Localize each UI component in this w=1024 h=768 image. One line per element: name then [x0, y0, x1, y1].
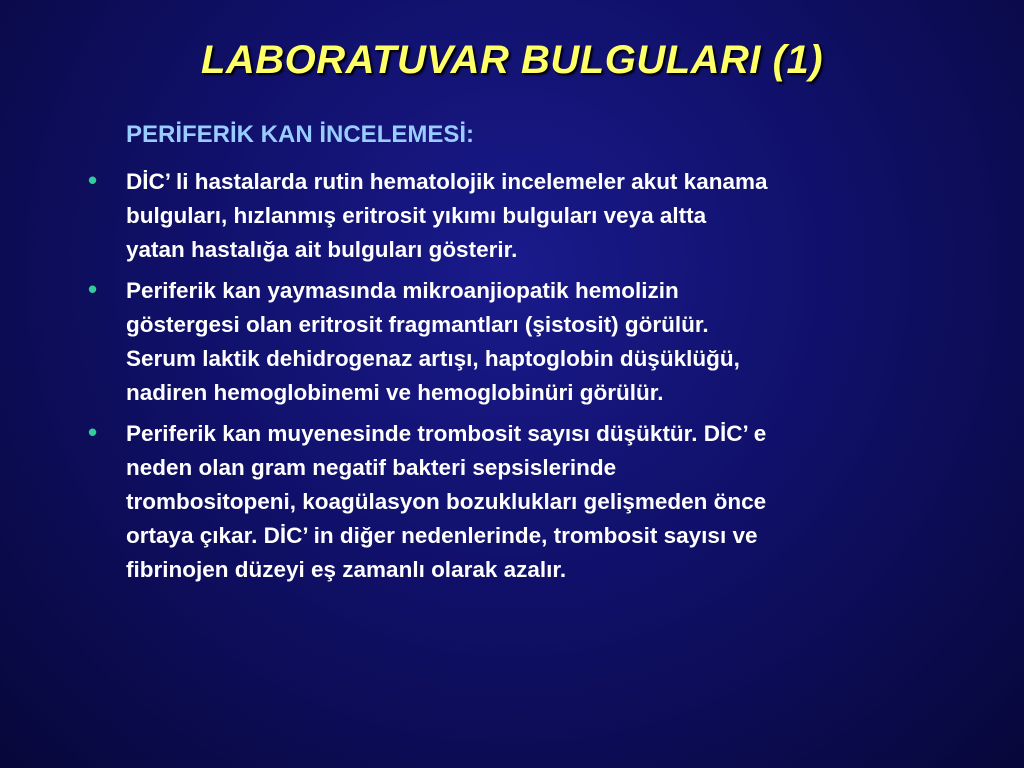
bullet-item	[88, 274, 968, 410]
bullet-item	[88, 417, 968, 587]
bullet-dot-icon: •	[88, 165, 98, 195]
bullet-list	[88, 165, 968, 594]
bullet-text-line: bulguları, hızlanmış eritrosit yıkımı bulguları veya altta	[126, 203, 707, 228]
bullet-dot-icon: •	[88, 417, 98, 447]
bullet-text-line: yatan hastalığa ait bulguları gösterir.	[126, 237, 518, 262]
bullet-text-line: trombositopeni, koagülasyon bozuklukları gelişmeden önce	[126, 489, 767, 514]
bullet-text-line: Periferik kan muyenesinde trombosit sayısı düşüktür. DİC’ e	[126, 421, 767, 446]
section-subtitle: PERİFERİK KAN İNCELEMESİ:	[126, 121, 475, 148]
bullet-item	[88, 165, 968, 267]
slide-title: LABORATUVAR BULGULARI (1)	[200, 38, 824, 82]
bullet-text-line: göstergesi olan eritrosit fragmantları (şistosit) görülür.	[126, 312, 709, 337]
bullet-text-line: Periferik kan yaymasında mikroanjiopatik hemolizin	[126, 278, 679, 303]
bullet-text-line: fibrinojen düzeyi eş zamanlı olarak azalır.	[126, 557, 567, 582]
bullet-text-line: Serum laktik dehidrogenaz artışı, haptoglobin düşüklüğü,	[126, 346, 740, 371]
bullet-text-line: DİC’ li hastalarda rutin hematolojik incelemeler akut kanama	[126, 169, 768, 194]
bullet-text-line: neden olan gram negatif bakteri sepsislerinde	[126, 455, 617, 480]
bullet-dot-icon: •	[88, 274, 98, 304]
bullet-text-line: nadiren hemoglobinemi ve hemoglobinüri görülür.	[126, 380, 664, 405]
bullet-text-line: ortaya çıkar. DİC’ in diğer nedenlerinde, trombosit sayısı ve	[126, 523, 758, 548]
